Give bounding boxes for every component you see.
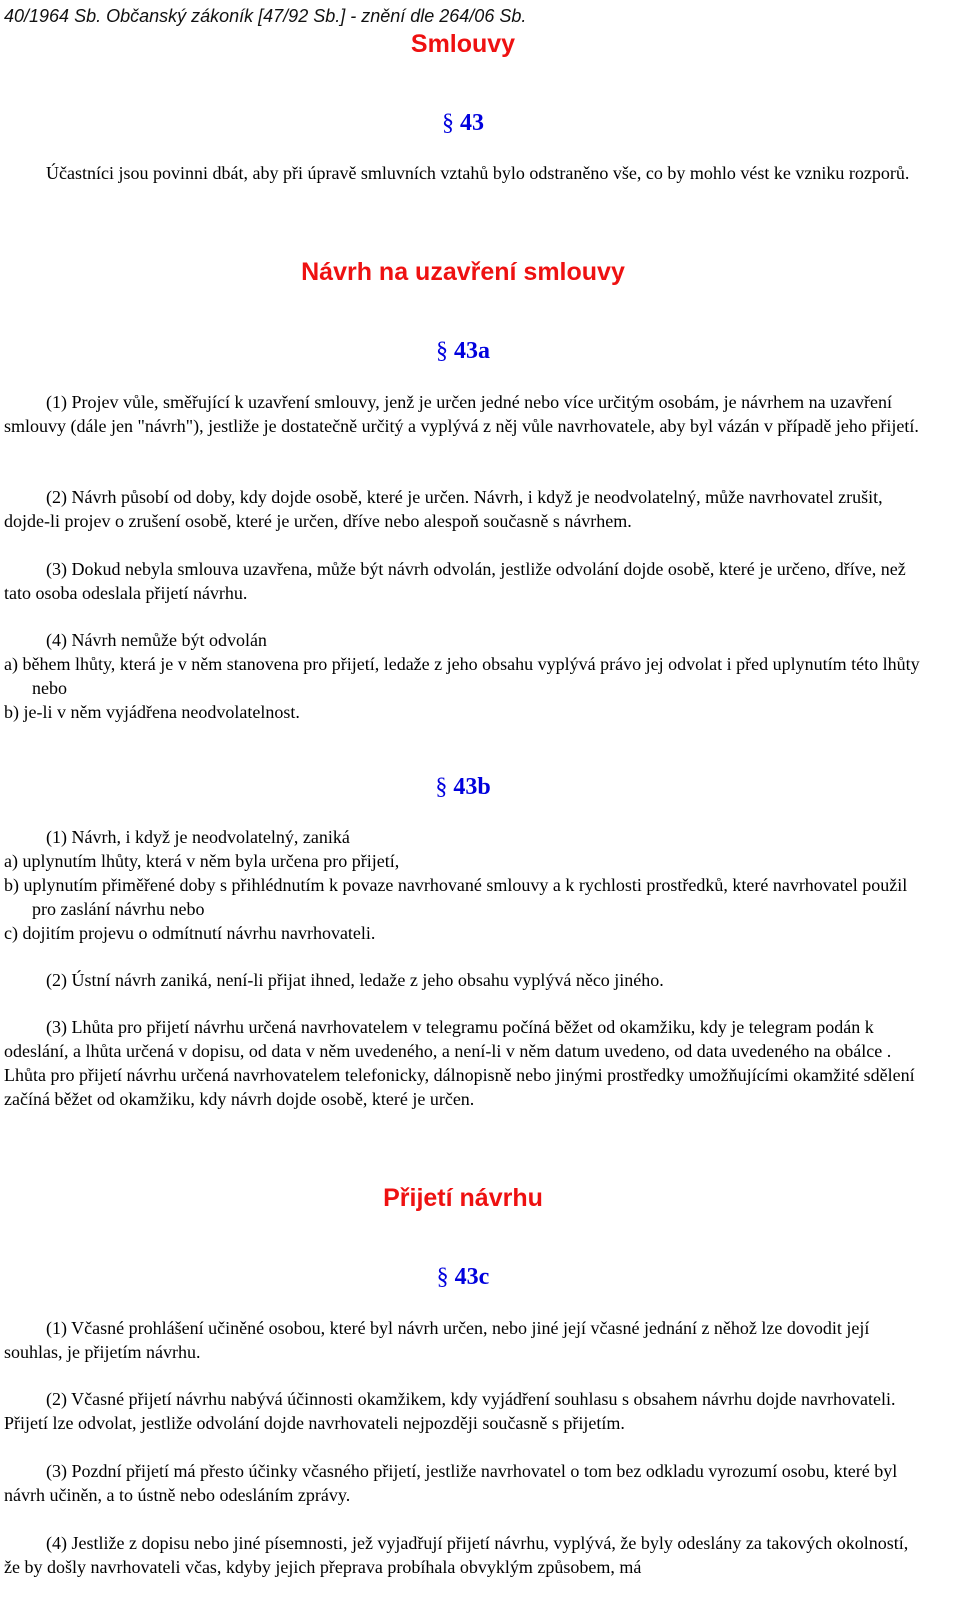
section-symbol: § [436,1264,449,1290]
s43c-paragraph-4 [4,1531,926,1579]
s43b-paragraph-2 [4,968,926,992]
s43c-text-3: (3) Pozdní přijetí má přesto účinky včasného přijetí, jestliže navrhovatel o tom bez odkladu vyrozumí osobu, které byl návrh učiněn, a to ústně nebo odesláním zprávy. [4,1461,898,1505]
s43b-paragraph-3 [4,1015,926,1111]
s43a-paragraph-2 [4,485,926,533]
s43a-paragraph-4 [4,628,926,724]
section-symbol: § [442,110,454,136]
s43b-text-1-intro: (1) Návrh, i když je neodvolatelný, zaniká [46,827,350,847]
page-bottom-clip [4,1531,926,1624]
s43b-text-2: (2) Ústní návrh zaniká, není-li přijat ihned, ledaže z jeho obsahu vyplývá něco jiného. [46,970,664,990]
s43c-text-2: (2) Včasné přijetí návrhu nabývá účinnosti okamžikem, kdy vyjádření souhlasu s obsahem návrhu dojde navrhovateli. Přijetí lze odvolat, jestliže odvolání dojde navrhovateli nejpozději současně s přijetím. [4,1389,896,1433]
section-43c-heading [0,1264,926,1291]
heading-prijeti: Přijetí návrhu [383,1184,543,1212]
document-header: 40/1964 Sb. Občanský zákoník [47/92 Sb.] - znění dle 264/06 Sb. [4,6,527,26]
section-number: 43c [454,1264,490,1290]
s43b-paragraph-1 [4,825,926,945]
s43a-paragraph-1 [4,390,926,438]
list-item: c) dojitím projevu o odmítnutí návrhu navrhovateli. [4,923,376,943]
s43c-paragraph-2 [4,1387,926,1435]
section-symbol: § [435,774,448,800]
heading-navrh: Návrh na uzavření smlouvy [301,258,625,286]
list-item: b) uplynutím přiměřené doby s přihlédnutím k povaze navrhované smlouvy a k rychlosti prostředků, které navrhovatel použil pro zaslání návrhu nebo [4,875,908,919]
s43b-text-3: (3) Lhůta pro přijetí návrhu určená navrhovatelem v telegramu počíná běžet od okamžiku, kdy je telegram podán k odeslání, a lhůta určená v dopisu, od data v něm uvedeného, a není-li v něm datum uvedeno, od data uvedeného na obálce . Lhůta pro přijetí návrhu určená navrhovatelem telefonicky, dálnopisně nebo jinými prostředky umožňujícími okamžité sdělení začíná běžet od okamžiku, kdy návrh dojde osobě, které je určen. [4,1017,915,1109]
section-symbol: § [436,338,448,364]
section-43-heading [0,110,926,137]
section-number: 43 [460,110,484,136]
list-item: b) je-li v něm vyjádřena neodvolatelnost. [4,702,300,722]
s43a-text-4-intro: (4) Návrh nemůže být odvolán [46,630,267,650]
s43a-text-1: (1) Projev vůle, směřující k uzavření smlouvy, jenž je určen jedné nebo více určitým osobám, je návrhem na uzavření smlouvy (dále jen "návrh"), jestliže je dostatečně určitý a vyplývá z něj vůle navrhovatele, aby byl vázán v případě jeho přijetí. [4,392,919,436]
s43a-text-3: (3) Dokud nebyla smlouva uzavřena, může být návrh odvolán, jestliže odvolání dojde osobě, které je určeno, dříve, než tato osoba odeslala přijetí návrhu. [4,559,906,603]
s43a-text-2: (2) Návrh působí od doby, kdy dojde osobě, které je určen. Návrh, i když je neodvolatelný, může navrhovatel zrušit, dojde-li projev o zrušení osobě, které je určen, dříve nebo alespoň současně s návrhem. [4,487,883,531]
s43-text: Účastníci jsou povinni dbát, aby při úpravě smluvních vztahů bylo odstraněno vše, co by mohlo vést ke vzniku rozporů. [46,163,910,183]
s43a-paragraph-3 [4,557,926,605]
s43c-text-1: (1) Včasné prohlášení učiněné osobou, které byl návrh určen, nebo jiné její včasné jednání z něhož lze dovodit její souhlas, je přijetím návrhu. [4,1318,870,1362]
section-number: 43a [454,338,490,364]
heading-smlouvy: Smlouvy [410,30,516,58]
s43-paragraph [4,161,926,185]
section-43a-heading [0,338,926,365]
s43c-paragraph-1 [4,1316,926,1364]
list-item: a) během lhůty, která je v něm stanovena pro přijetí, ledaže z jeho obsahu vyplývá právo jej odvolat i před uplynutím této lhůty nebo [4,654,920,698]
s43c-text-4: (4) Jestliže z dopisu nebo jiné písemnosti, jež vyjadřují přijetí návrhu, vyplývá, že byly odeslány za takových okolností, že by došly navrhovateli včas, kdyby jejich přeprava probíhala obvyklým způsobem, má [4,1533,909,1577]
section-number: 43b [453,774,491,800]
section-43b-heading [0,774,926,801]
list-item: a) uplynutím lhůty, která v něm byla určena pro přijetí, [4,851,400,871]
s43c-paragraph-3 [4,1459,926,1507]
